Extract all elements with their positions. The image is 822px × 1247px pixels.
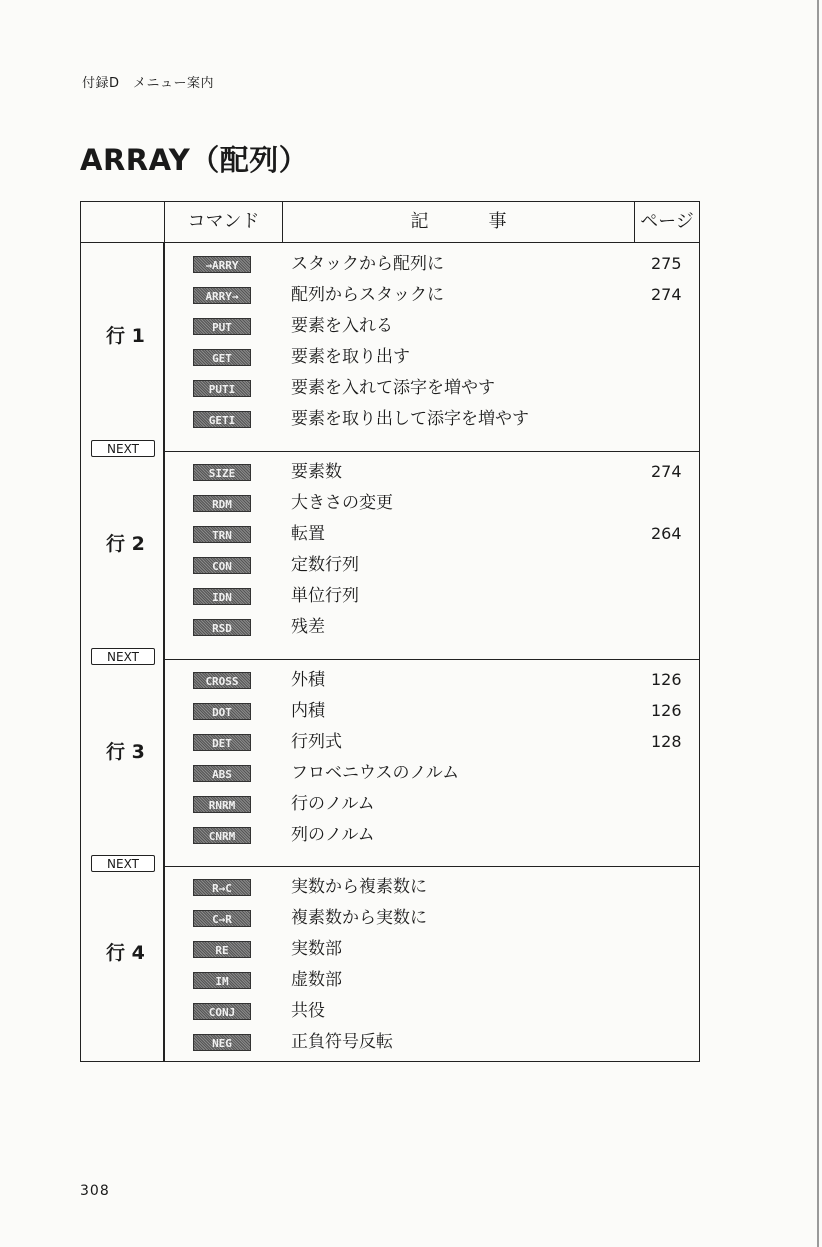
table-row	[81, 823, 699, 853]
command-description: 内積	[291, 701, 325, 721]
command-description: 要素を取り出す	[291, 347, 410, 367]
table-row	[81, 584, 699, 614]
command-key: TRN	[193, 526, 251, 543]
table-row	[81, 761, 699, 791]
command-description: 共役	[291, 1001, 325, 1021]
command-description: 列のノルム	[291, 825, 375, 845]
command-description: 要素を入れて添字を増やす	[291, 378, 495, 398]
command-key: SIZE	[193, 464, 251, 481]
table-header-row	[81, 202, 699, 243]
table-row	[81, 553, 699, 583]
group-divider	[163, 866, 699, 867]
command-description: 要素を取り出して添字を増やす	[291, 409, 529, 429]
table-row	[81, 345, 699, 375]
header-description: 記事	[282, 202, 634, 242]
table-row	[81, 968, 699, 998]
command-description: 単位行列	[291, 586, 359, 606]
menu-row-label: 行 1	[106, 325, 145, 347]
page-reference: 128	[651, 732, 682, 751]
command-key: PUT	[193, 318, 251, 335]
command-key: CONJ	[193, 1003, 251, 1020]
menu-row-label: 行 3	[106, 740, 145, 763]
command-key: ARRY→	[193, 287, 251, 304]
command-description: 外積	[291, 670, 325, 690]
command-description: 配列からスタックに	[291, 285, 444, 305]
command-key: CROSS	[193, 672, 251, 689]
table-row	[81, 999, 699, 1029]
command-description: 要素を入れる	[291, 316, 393, 336]
command-description: 要素数	[291, 462, 342, 482]
command-key: RSD	[193, 619, 251, 636]
table-row	[81, 730, 699, 760]
table-row	[81, 699, 699, 729]
page-reference: 274	[651, 462, 682, 481]
command-description: 虚数部	[291, 970, 342, 990]
table-row	[81, 668, 699, 698]
command-description: 定数行列	[291, 555, 359, 575]
command-key: IDN	[193, 588, 251, 605]
table-row	[81, 522, 699, 552]
command-key: RE	[193, 941, 251, 958]
command-description: 行列式	[291, 732, 342, 752]
menu-table	[80, 201, 700, 1062]
next-key: NEXT	[91, 855, 155, 872]
table-row	[81, 407, 699, 437]
command-key: IM	[193, 972, 251, 989]
menu-row-label: 行 4	[106, 942, 145, 964]
command-key: GET	[193, 349, 251, 366]
command-key: CON	[193, 557, 251, 574]
group-divider	[163, 451, 699, 452]
page-number: 308	[80, 1183, 110, 1199]
command-key: DET	[193, 734, 251, 751]
group-divider	[163, 659, 699, 660]
table-row	[81, 460, 699, 490]
next-key: NEXT	[91, 648, 155, 665]
table-row	[81, 252, 699, 282]
table-row	[81, 875, 699, 905]
page-reference: 126	[651, 701, 682, 720]
table-row	[81, 937, 699, 967]
command-description: 正負符号反転	[291, 1032, 393, 1052]
command-description: 大きさの変更	[291, 493, 393, 513]
command-key: RNRM	[193, 796, 251, 813]
table-row	[81, 283, 699, 313]
command-key: NEG	[193, 1034, 251, 1051]
next-key: NEXT	[91, 440, 155, 457]
command-description: 複素数から実数に	[291, 908, 427, 928]
command-key: RDM	[193, 495, 251, 512]
command-description: 実数部	[291, 939, 342, 959]
command-key: DOT	[193, 703, 251, 720]
page-reference: 126	[651, 670, 682, 689]
command-key: CNRM	[193, 827, 251, 844]
table-row	[81, 615, 699, 645]
command-key: R→C	[193, 879, 251, 896]
page-title: ARRAY（配列）	[80, 143, 309, 177]
page-reference: 264	[651, 524, 682, 543]
command-description: 実数から複素数に	[291, 877, 427, 897]
table-row	[81, 376, 699, 406]
page-edge-line	[817, 0, 819, 1247]
table-row	[81, 314, 699, 344]
table-row	[81, 792, 699, 822]
command-description: 行のノルム	[291, 794, 375, 814]
menu-row-label: 行 2	[106, 533, 145, 555]
table-row	[81, 491, 699, 521]
page-reference: 274	[651, 285, 682, 304]
command-description: 転置	[291, 524, 325, 544]
command-description: フロベニウスのノルム	[291, 763, 460, 783]
header-page: ページ	[634, 202, 699, 242]
command-key: C→R	[193, 910, 251, 927]
command-key: ABS	[193, 765, 251, 782]
command-description: 残差	[291, 617, 325, 637]
command-description: スタックから配列に	[291, 254, 444, 274]
running-header: 付録D メニュー案内	[82, 76, 215, 91]
command-key: →ARRY	[193, 256, 251, 273]
command-key: PUTI	[193, 380, 251, 397]
table-row	[81, 906, 699, 936]
page-reference: 275	[651, 254, 682, 273]
table-row	[81, 1030, 699, 1060]
header-command: コマンド	[164, 202, 282, 242]
command-key: GETI	[193, 411, 251, 428]
